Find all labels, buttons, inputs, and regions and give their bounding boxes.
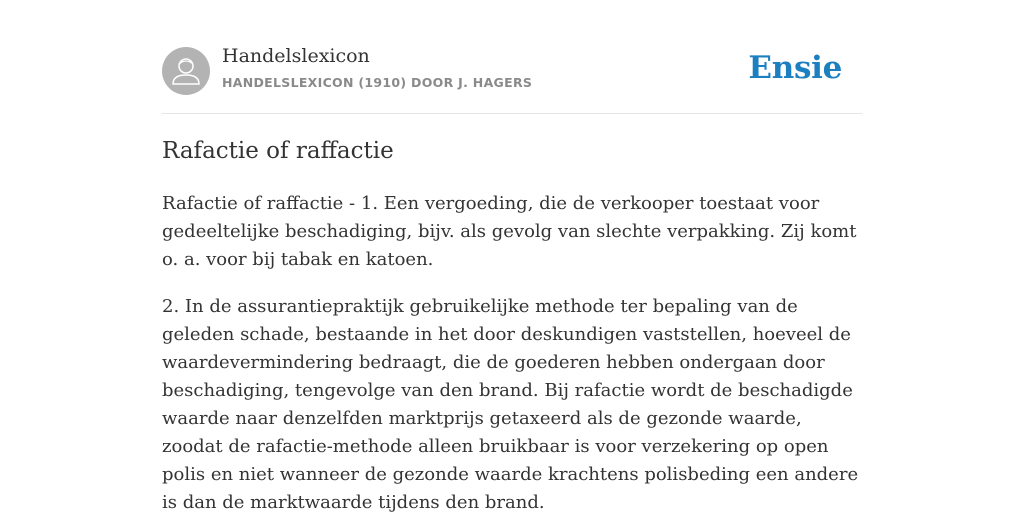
- article-paragraph-2: 2. In de assurantiepraktijk gebruikelijke methode ter bepaling van de geleden schade, bestaande in het door deskundigen vaststellen, hoeveel de waardevermindering bedraagt, die de goederen hebben ondergaan door beschadiging, tengevolge van den brand. Bij rafactie wordt de beschadigde waarde naar denzelfden marktprijs getaxeerd als de gezonde waarde, zoodat de rafactie-methode alleen bruikbaar is voor verzekering op open polis en niet wanneer de gezonde waarde krachtens polisbeding een andere is dan de marktwaarde tijdens den brand.: [162, 296, 859, 512]
- page-container: [162, 0, 862, 512]
- source-subtitle[interactable]: HANDELSLEXICON (1910) DOOR J. HAGERS: [222, 75, 533, 90]
- article-paragraph-1: Rafactie of raffactie - 1. Een vergoeding, die de verkooper toestaat voor gedeeltelijke beschadiging, bijv. als gevolg van slechte verpakking. Zij komt o. a. voor bij tabak en katoen.: [162, 193, 857, 270]
- ensie-logo[interactable]: Ensie: [748, 50, 842, 86]
- source-header: [162, 0, 862, 114]
- article-title: Rafactie of raffactie: [162, 138, 394, 164]
- source-name[interactable]: Handelslexicon: [222, 45, 370, 67]
- user-icon[interactable]: [162, 47, 210, 95]
